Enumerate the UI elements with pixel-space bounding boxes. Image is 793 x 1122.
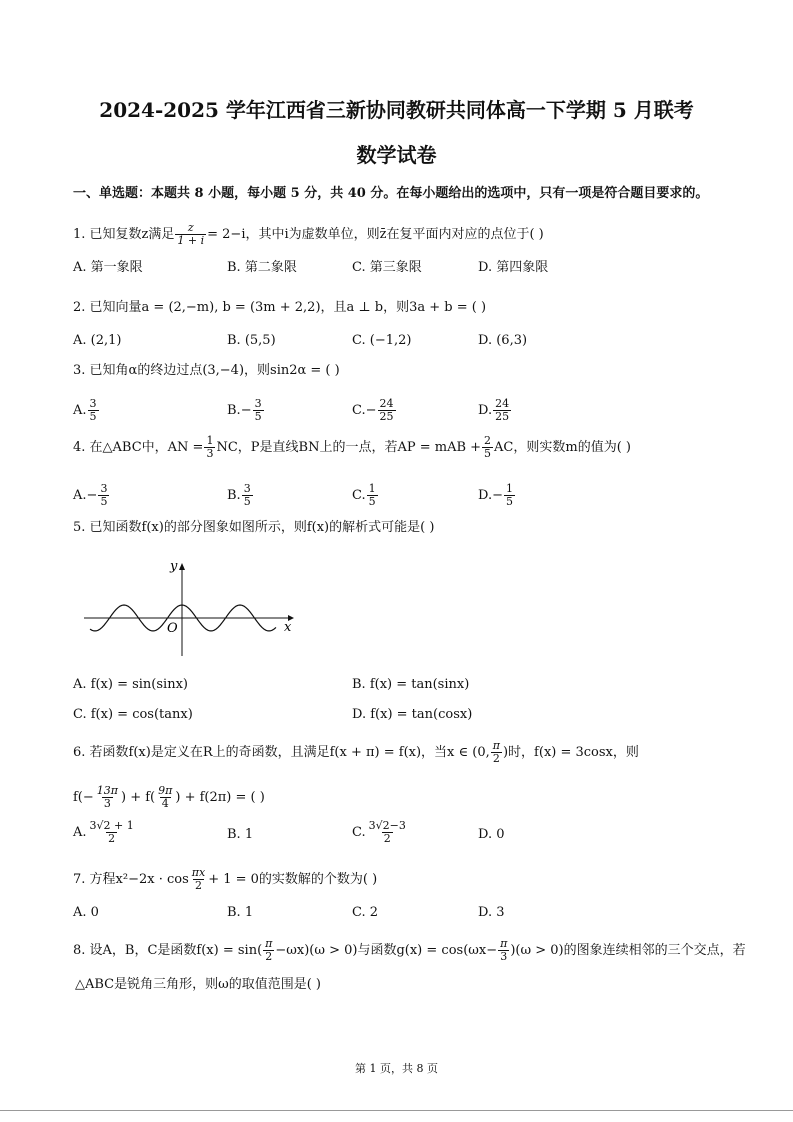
- graph-x-label: x: [284, 620, 292, 635]
- question-7: 7. 方程x²−2x · cos $\frac{\pi x}{2}$ + 1 = 0的实数解的个数为( ): [73, 866, 378, 893]
- page-footer: 第 1 页，共 8 页: [355, 1062, 438, 1075]
- question-8: 8. 设A，B，C是函数f(x) = sin( $\frac{\pi}{2}$ −ωx)(ω > 0)与函数g(x) = cos(ωx− $\frac{\pi}{3}$ )(ω > 0)的图象连续相邻的三个交点，若: [73, 937, 746, 964]
- q1-option-a: A. 第一象限: [73, 260, 143, 275]
- question-3: 3. 已知角α的终边过点(3,−4)，则sin2α = ( ): [73, 363, 340, 378]
- graph-origin-label: O: [167, 621, 178, 636]
- q5-option-b: B. f(x) = tan(sinx): [352, 677, 470, 692]
- q6-option-d: D. 0: [478, 827, 505, 842]
- page-bottom-rule: [0, 1110, 793, 1111]
- q5-function-graph: [80, 552, 305, 664]
- q4-option-c: C. $\frac{1}{5}$: [352, 482, 376, 509]
- q6-option-b: B. 1: [227, 827, 254, 842]
- question-6-line2: f(− $\frac{13\pi}{3}$ ) + f( $\frac{9\pi}{4}$ ) + f(2π) = ( ): [73, 784, 265, 811]
- question-4: 4. 在△ABC中，AN = $\frac{1}{3}$ NC，P是直线BN上的一点，若AP = mAB + $\frac{2}{5}$ AC，则实数m的值为( ): [73, 434, 631, 461]
- q7-option-d: D. 3: [478, 905, 505, 920]
- graph-y-arrow: [179, 563, 185, 570]
- q1-pre: 1. 已知复数z满足: [73, 227, 175, 243]
- q6-option-c: C. $\frac{3√2-3}{2}$: [352, 819, 406, 846]
- q4-fraction-2: $\frac{2}{5}$: [484, 434, 492, 461]
- q2-option-b: B. (5,5): [227, 333, 276, 348]
- q4-option-a: A.− $\frac{3}{5}$: [73, 482, 108, 509]
- question-5: 5. 已知函数f(x)的部分图象如图所示，则f(x)的解析式可能是( ): [73, 520, 435, 535]
- q1-fraction: $\frac{z}{1 + i}$: [177, 221, 205, 248]
- q1-option-c: C. 第三象限: [352, 260, 422, 275]
- q5-option-a: A. f(x) = sin(sinx): [73, 677, 188, 692]
- graph-y-label: y: [170, 559, 178, 574]
- q5-option-d: D. f(x) = tan(cosx): [352, 707, 473, 722]
- question-2: 2. 已知向量a = (2,−m), b = (3m + 2,2)，且a ⊥ b，则3a + b = ( ): [73, 300, 487, 315]
- q1-post: = 2−i，其中i为虚数单位，则z̄在复平面内对应的点位于( ): [207, 227, 544, 243]
- q2-option-a: A. (2,1): [73, 333, 122, 348]
- q3-d-fraction: $\frac{24}{25}$: [495, 397, 510, 424]
- q3-b-fraction: $\frac{3}{5}$: [254, 397, 262, 424]
- q4-option-b: B. $\frac{3}{5}$: [227, 482, 251, 509]
- q7-fraction: $\frac{\pi x}{2}$: [191, 866, 206, 893]
- q7-option-b: B. 1: [227, 905, 254, 920]
- q3-option-d: D. $\frac{24}{25}$: [478, 397, 510, 424]
- q3-option-a: A. $\frac{3}{5}$: [73, 397, 97, 424]
- q3-option-b: B.− $\frac{3}{5}$: [227, 397, 262, 424]
- exam-title-line1: 2024-2025 学年江西省三新协同教研共同体高一下学期 5 月联考: [99, 98, 694, 122]
- question-1: [73, 222, 544, 247]
- section-heading: 一、单选题：本题共 8 小题，每小题 5 分，共 40 分。在每小题给出的选项中，只有一项是符合题目要求的。: [73, 186, 709, 201]
- q5-option-c: C. f(x) = cos(tanx): [73, 707, 193, 722]
- q1-option-b: B. 第二象限: [227, 260, 297, 275]
- question-6: 6. 若函数f(x)是定义在R上的奇函数，且满足f(x + π) = f(x)，当x ∈ (0, $\frac{\pi}{2}$ )时，f(x) = 3cosx，则: [73, 739, 639, 766]
- q6-option-a: A. $\frac{3√2 + 1}{2}$: [73, 819, 134, 846]
- q4-fraction-1: $\frac{1}{3}$: [206, 434, 214, 461]
- q3-c-fraction: $\frac{24}{25}$: [379, 397, 394, 424]
- q2-option-c: C. (−1,2): [352, 333, 412, 348]
- q1-option-d: D. 第四象限: [478, 260, 549, 275]
- q4-option-d: D.− $\frac{1}{5}$: [478, 482, 513, 509]
- q7-option-a: A. 0: [73, 905, 99, 920]
- q2-option-d: D. (6,3): [478, 333, 528, 348]
- question-8-line2: △ABC是锐角三角形，则ω的取值范围是( ): [75, 977, 322, 992]
- q7-option-c: C. 2: [352, 905, 379, 920]
- q6-pi-half: $\frac{\pi}{2}$: [492, 739, 500, 766]
- exam-title-line2: 数学试卷: [356, 143, 437, 167]
- q3-a-fraction: $\frac{3}{5}$: [89, 397, 97, 424]
- q3-option-c: C.− $\frac{24}{25}$: [352, 397, 394, 424]
